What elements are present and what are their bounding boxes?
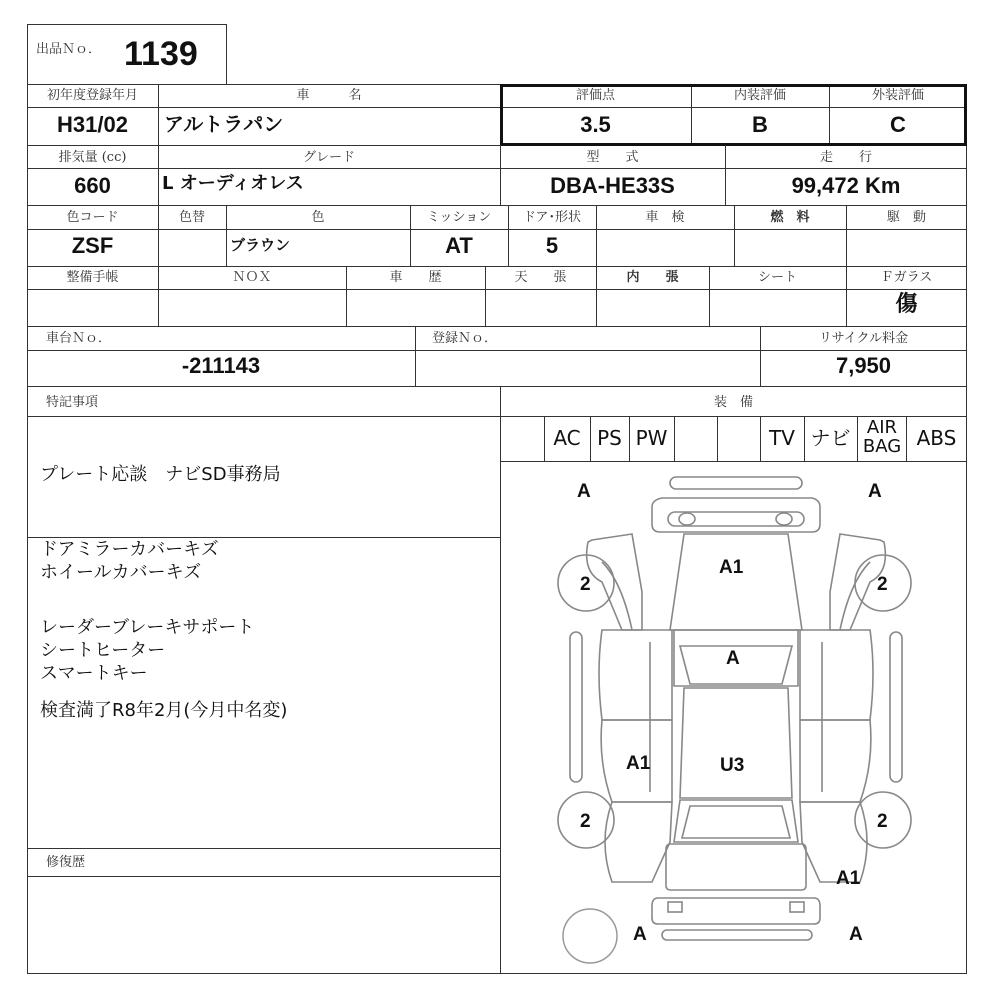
recycle-fee-label: リサイクル料金: [818, 331, 909, 346]
chassis-number: -211143: [181, 353, 261, 378]
lot-number: 1139: [124, 35, 198, 73]
mark-windshield: A: [726, 648, 740, 669]
equipment-label: 装 備: [713, 395, 753, 410]
car-name: アルトラパン: [164, 112, 284, 136]
mark-rear-left-wheel: 2: [580, 811, 591, 832]
equipment-item-navi: ナビ: [810, 426, 851, 450]
note-line: レーダーブレーキサポート: [40, 617, 255, 638]
repair-history-label: 修復歴: [46, 855, 86, 870]
note-line: [40, 587, 495, 610]
drive-label: 駆 動: [886, 210, 926, 225]
note-line: シートヒーター: [40, 640, 166, 661]
special-notes-label: 特記事項: [46, 395, 99, 410]
lot-number-box: [27, 24, 227, 85]
displacement: 660: [74, 173, 111, 198]
mission: AT: [445, 233, 473, 258]
color-label: 色: [311, 210, 325, 225]
front-glass-label: Ｆガラス: [880, 270, 933, 285]
seat-label: シート: [757, 270, 797, 285]
mark-hood: A1: [719, 557, 744, 578]
headliner-label: 天 張: [514, 270, 567, 285]
mark-rear-right: A1: [836, 868, 861, 889]
special-note-line1: プレート応談 ナビSD事務局: [40, 464, 281, 485]
model-code-label: 型 式: [586, 150, 639, 165]
car-name-label: 車 名: [296, 88, 362, 103]
equipment-item-tv: TV: [769, 426, 795, 450]
grade: L オーディオレス: [162, 173, 304, 194]
mark-rear-left-corner: A: [633, 924, 647, 945]
displacement-label: 排気量 (cc): [58, 150, 127, 165]
inspection-label: 車 検: [645, 210, 685, 225]
color: ブラウン: [230, 236, 291, 254]
note-line: ホイールカバーキズ: [40, 562, 202, 583]
car-diagram: [502, 462, 965, 972]
color-code-label: 色コード: [66, 210, 119, 225]
fuel-label: 燃 料: [770, 210, 810, 225]
door-label: ドア･形状: [522, 210, 582, 225]
chassis-number-label: 車台Ｎｏ．: [46, 331, 112, 346]
score: 3.5: [580, 112, 611, 137]
color-code: ZSF: [71, 233, 114, 258]
vehicle-history-label: 車 歴: [389, 270, 442, 285]
mileage: 99,472 Km: [791, 173, 901, 198]
front-glass-damage: 傷: [895, 292, 918, 317]
maintenance-record-label: 整備手帳: [66, 270, 119, 285]
equipment-item-ac: AC: [553, 426, 581, 450]
equipment-item-airbag: AIR BAG: [862, 417, 902, 457]
score-label: 評価点: [575, 88, 615, 103]
mark-rear-right-wheel: 2: [877, 811, 888, 832]
mark-roof: U3: [720, 755, 745, 776]
interior-trim-label: 内 張: [626, 270, 679, 285]
color-change-label: 色替: [178, 210, 205, 225]
mileage-label: 走 行: [819, 150, 872, 165]
exterior-rating-label: 外装評価: [871, 88, 924, 103]
note-line: 検査満了R8年2月(今月中名変): [40, 700, 288, 721]
recycle-fee: 7,950: [835, 353, 892, 378]
mark-rear-right-corner: A: [849, 924, 863, 945]
mark-front-left-corner: A: [577, 481, 591, 502]
lot-number-label: 出品Ｎｏ．: [36, 42, 102, 57]
mission-label: ミッション: [426, 210, 492, 225]
notes-list: [40, 539, 495, 721]
mark-front-right-wheel: 2: [877, 574, 888, 595]
nox-label: ＮＯＸ: [232, 270, 272, 285]
equipment-item-pw: PW: [635, 426, 668, 450]
mark-front-right-corner: A: [868, 481, 882, 502]
model-code: DBA-HE33S: [550, 173, 675, 198]
registration-number-label: 登録Ｎｏ．: [432, 331, 498, 346]
equipment-item-ps: PS: [597, 426, 622, 450]
mark-front-left-wheel: 2: [580, 574, 591, 595]
interior-rating-label: 内装評価: [733, 88, 786, 103]
first-registration: H31/02: [57, 112, 128, 137]
note-line: スマートキー: [40, 663, 148, 684]
grade-label: グレード: [302, 150, 355, 165]
first-registration-label: 初年度登録年月: [46, 88, 138, 103]
door: 5: [545, 233, 559, 258]
note-line: ドアミラーカバーキズ: [40, 539, 219, 560]
equipment-item-abs: ABS: [916, 426, 957, 450]
mark-left-side: A1: [626, 753, 651, 774]
interior-rating: B: [752, 112, 768, 137]
exterior-rating: C: [890, 112, 906, 137]
